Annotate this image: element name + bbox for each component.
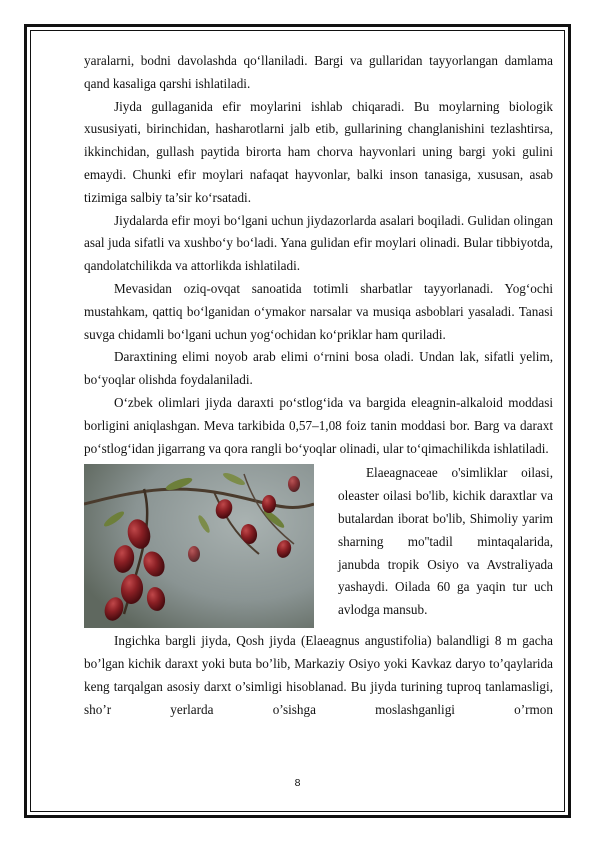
page-number: 8: [294, 777, 301, 789]
paragraph-5: Daraxtining elimi noyob arab elimi o‘rnini bosa oladi. Undan lak, sifatli yelim, bo‘yoqlar olishda foydalaniladi.: [84, 349, 553, 388]
paragraph-3: Jiydalarda efir moyi bo‘lgani uchun jiydazorlarda asalari boqiladi. Gulidan olingan asal juda sifatli va xushbo‘y bo‘ladi. Yana gulidan efir moylari olinadi. Bular tibbiyotda, qandolatchilikda va attorlikda ishlatiladi.: [84, 212, 553, 274]
paragraph-4: Mevasidan oziq-ovqat sanoatida totimli sharbatlar tayyorlanadi. Yog‘ochi mustahkam, qattiq bo‘lganidan o‘ymakor narsalar va musiqa asboblari yasaladi. Tanasi suvga chidamli bo‘lgani uchun yog‘ochidan ko‘priklar ham quriladi.: [84, 280, 553, 342]
paragraph-6: O‘zbek olimlari jiyda daraxti po‘stlog‘ida va bargida eleagnin-alkaloid moddasi borligini aniqlashgan. Meva tarkibida 0,57–1,08 foiz tanin moddasi bor. Barg va daraxt po‘stlog‘idan jigarrang va qora rangli bo‘yoqlar olinadi, ular to‘qimachilikda ishlatiladi.: [84, 394, 553, 456]
paragraph-bottom: Ingichka bargli jiyda, Qosh jiyda (Elaeagnus angustifolia) balandligi 8 m gacha bo’lgan kichik daraxt yoki buta bo’lib, Markaziy Osiyo yoki Kavkaz daryo to’qaylarida keng tarqalgan asosiy darxt o’simligi hisoblanad. Bu jiyda turining tuproq tanlamasligi, sho’r yerlarda o’sishga moslashganligi o’rmon: [84, 633, 553, 717]
paragraph-1: yaralarni, bodni davolashda qo‘llaniladi. Bargi va gullaridan tayyorlangan damlama qand kasaliga qarshi ishlatiladi.: [84, 53, 553, 91]
figure-side-text: [338, 462, 553, 622]
paragraph-2: Jiyda gullaganida efir moylarini ishlab chiqaradi. Bu moylarning biologik xususiyati, birinchidan, hasharotlarni jalb etib, gullarining changlanishini tezlashtirsa, ikkinchidan, gullash paytida birorta ham chorva hayvonlari uning bargi yoki gulini emaydi. Chunki efir moylari nafaqat hayvonlar, balki inson tanasiga, xususan, asab tizimiga salbiy ta’sir ko‘rsatadi.: [84, 98, 553, 205]
document-body: [84, 50, 553, 722]
figure-row: [84, 462, 553, 628]
family-description-paragraph: Elaeagnaceae o'simliklar oilasi, oleaster oilasi bo'lib, kichik daraxtlar va butalardan iborat bo'lib, Shimoliy yarim sharning mo''tadil mintaqalarida, janubda tropik Osiyo va Avstraliyada yashaydi. Oilada 60 ga yaqin tur uch avlodga mansub.: [338, 465, 553, 618]
oleaster-berries-photo: [84, 464, 314, 628]
